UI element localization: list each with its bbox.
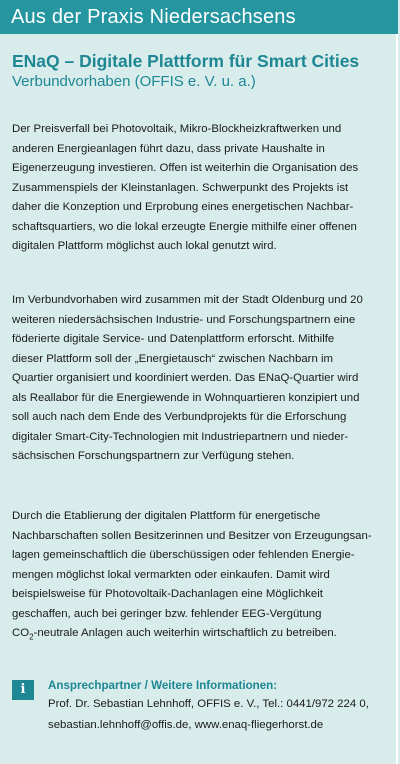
paragraph-line: Der Preisverfall bei Photovoltaik, Mikro-Blockheizkraftwerken und bbox=[12, 123, 342, 135]
paragraph-line: daher die Konzeption und Erprobung eines energetischen Nachbar- bbox=[12, 201, 354, 213]
paragraph-line: soll auch nach dem Ende des Verbundprojekts für die Erforschung bbox=[12, 411, 347, 423]
paragraph-line: sächsischen Forschungspartnern zur Verfügung stehen. bbox=[12, 450, 295, 462]
paragraph-line: anderen Energieanlagen führt dazu, dass private Haushalte in bbox=[12, 142, 325, 155]
paragraph-line: Quartier organisiert und koordiniert werden. Das ENaQ-Quartier wird bbox=[12, 372, 359, 384]
co2-suffix: -neutrale Anlagen auch weiterhin wirtschaftlich zu betreiben. bbox=[33, 627, 337, 639]
contact-line-1: Prof. Dr. Sebastian Lehnhoff, OFFIS e. V., Tel.: 0441/972 224 0, bbox=[48, 698, 369, 710]
co2-subscript: 2 bbox=[29, 632, 34, 642]
paragraph-line: Zusammenspiels der Kleinstanlagen. Schwerpunkt des Projekts ist bbox=[12, 181, 349, 194]
section-header bbox=[0, 0, 398, 34]
paragraph-line: mengen möglichst lokal vermarkten oder einkaufen. Damit wird bbox=[12, 568, 330, 581]
paragraph-1 bbox=[12, 120, 390, 257]
article-title: ENaQ – Digitale Plattform für Smart Cities bbox=[12, 51, 360, 71]
paragraph-2 bbox=[12, 291, 390, 467]
contact-line-2[interactable]: sebastian.lehnhoff@offis.de, www.enaq-fliegerhorst.de bbox=[48, 719, 324, 731]
paragraph-line: Nachbarschaften sollen Besitzerinnen und Besitzer von Erzeugungsan- bbox=[12, 529, 372, 542]
paragraph-line: digitaler Smart-City-Technologien mit Industriepartnern und nieder- bbox=[12, 430, 349, 443]
article-subtitle: Verbundvorhaben (OFFIS e. V. u. a.) bbox=[12, 73, 256, 90]
paragraph-3 bbox=[12, 507, 390, 647]
co2-prefix: CO bbox=[12, 627, 30, 639]
paragraph-line: lagen gemeinschaftlich die überschüssigen oder fehlenden Energie- bbox=[12, 549, 355, 561]
paragraph-line: föderierte digitale Service- und Datenplattform erforscht. Mithilfe bbox=[12, 333, 335, 345]
paragraph-line-co2 bbox=[12, 624, 390, 647]
paragraph-line: dieser Plattform soll der „Energietausch“ zwischen Nachbarn im bbox=[12, 352, 333, 365]
paragraph-line: beispielsweise für Photovoltaik-Dachanlagen eine Möglichkeit bbox=[12, 588, 323, 600]
paragraph-line: weiteren niedersächsischen Industrie- und Forschungspartnern eine bbox=[12, 313, 356, 326]
paragraph-line: Eigenerzeugung investieren. Offen ist weiterhin die Organisation des bbox=[12, 162, 359, 174]
paragraph-line: schaftsquartiers, wo die lokal erzeugte Energie mithilfe einer offenen bbox=[12, 220, 357, 233]
contact-label: Ansprechpartner / Weitere Informationen: bbox=[48, 679, 278, 692]
info-icon: i bbox=[12, 680, 34, 700]
paragraph-line: digitalen Plattform möglichst auch lokal genutzt wird. bbox=[12, 240, 277, 252]
paragraph-line: Durch die Etablierung der digitalen Plattform für energetische bbox=[12, 510, 321, 522]
paragraph-line: als Reallabor für die Energiewende in Wohnquartieren konzipiert und bbox=[12, 391, 360, 404]
section-header-title: Aus der Praxis Niedersachsens bbox=[11, 6, 296, 28]
paragraph-line: Im Verbundvorhaben wird zusammen mit der Stadt Oldenburg und 20 bbox=[12, 294, 363, 306]
paragraph-line: geschaffen, auch bei geringer bzw. fehlender EEG-Vergütung bbox=[12, 607, 322, 620]
article-box bbox=[0, 34, 398, 764]
